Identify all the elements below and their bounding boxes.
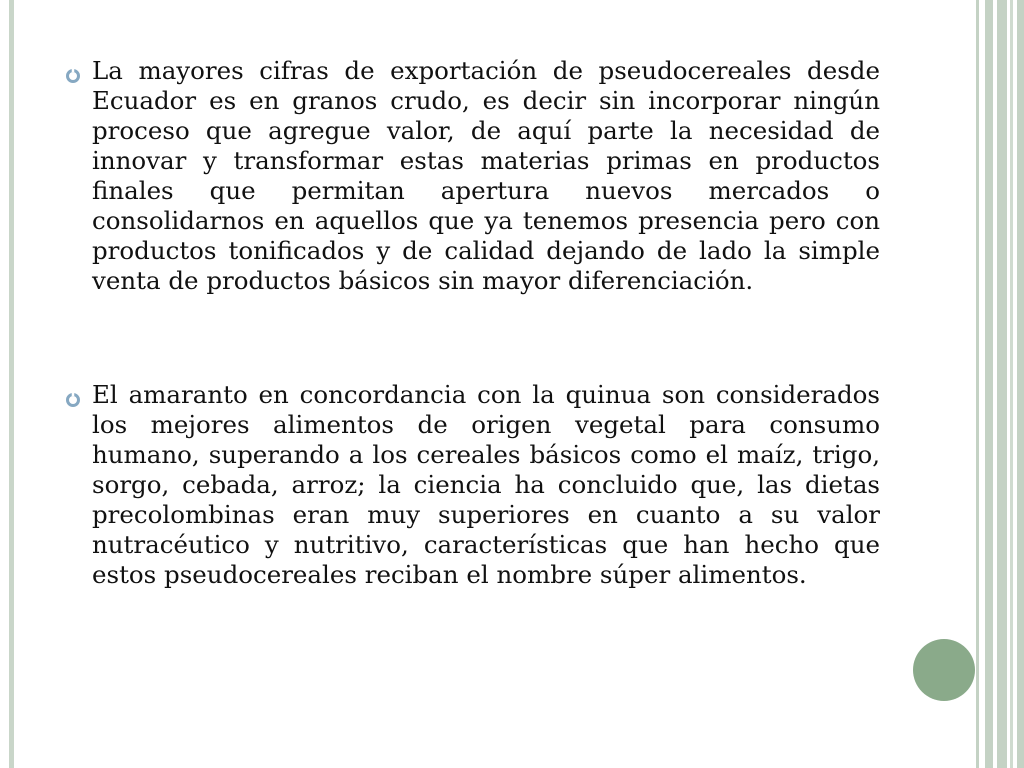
bullet-item-1 [62, 56, 880, 296]
bullet-text-2: El amaranto en concordancia con la quinua son considerados los mejores alimentos de origen vegetal para consumo humano, superando a los cereales básicos como el maíz, trigo, sorgo, cebada, arroz; la ciencia ha concluido que, las dietas precolombinas eran muy superiores en cuanto a su valor nutracéutico y nutritivo, características que han hecho que estos pseudocereales reciban el nombre súper alimentos. [92, 380, 880, 589]
bullet-item-2 [62, 380, 880, 590]
border-stripe [985, 0, 993, 768]
border-stripe [997, 0, 1007, 768]
ring-bullet-icon [64, 67, 82, 85]
border-stripe [1010, 0, 1013, 768]
ring-bullet-icon [64, 391, 82, 409]
slide-content [62, 56, 880, 590]
border-stripe [1017, 0, 1024, 768]
border-stripe [976, 0, 979, 768]
right-border-stripes [976, 0, 1024, 768]
decorative-green-circle [913, 639, 975, 701]
left-border-rule [9, 0, 14, 768]
bullet-text-1: La mayores cifras de exportación de pseudocereales desde Ecuador es en granos crudo, es decir sin incorporar ningún proceso que agregue valor, de aquí parte la necesidad de innovar y transformar estas materias primas en productos finales que permitan apertura nuevos mercados o consolidarnos en aquellos que ya tenemos presencia pero con productos tonificados y de calidad dejando de lado la simple venta de productos básicos sin mayor diferenciación. [92, 56, 880, 295]
